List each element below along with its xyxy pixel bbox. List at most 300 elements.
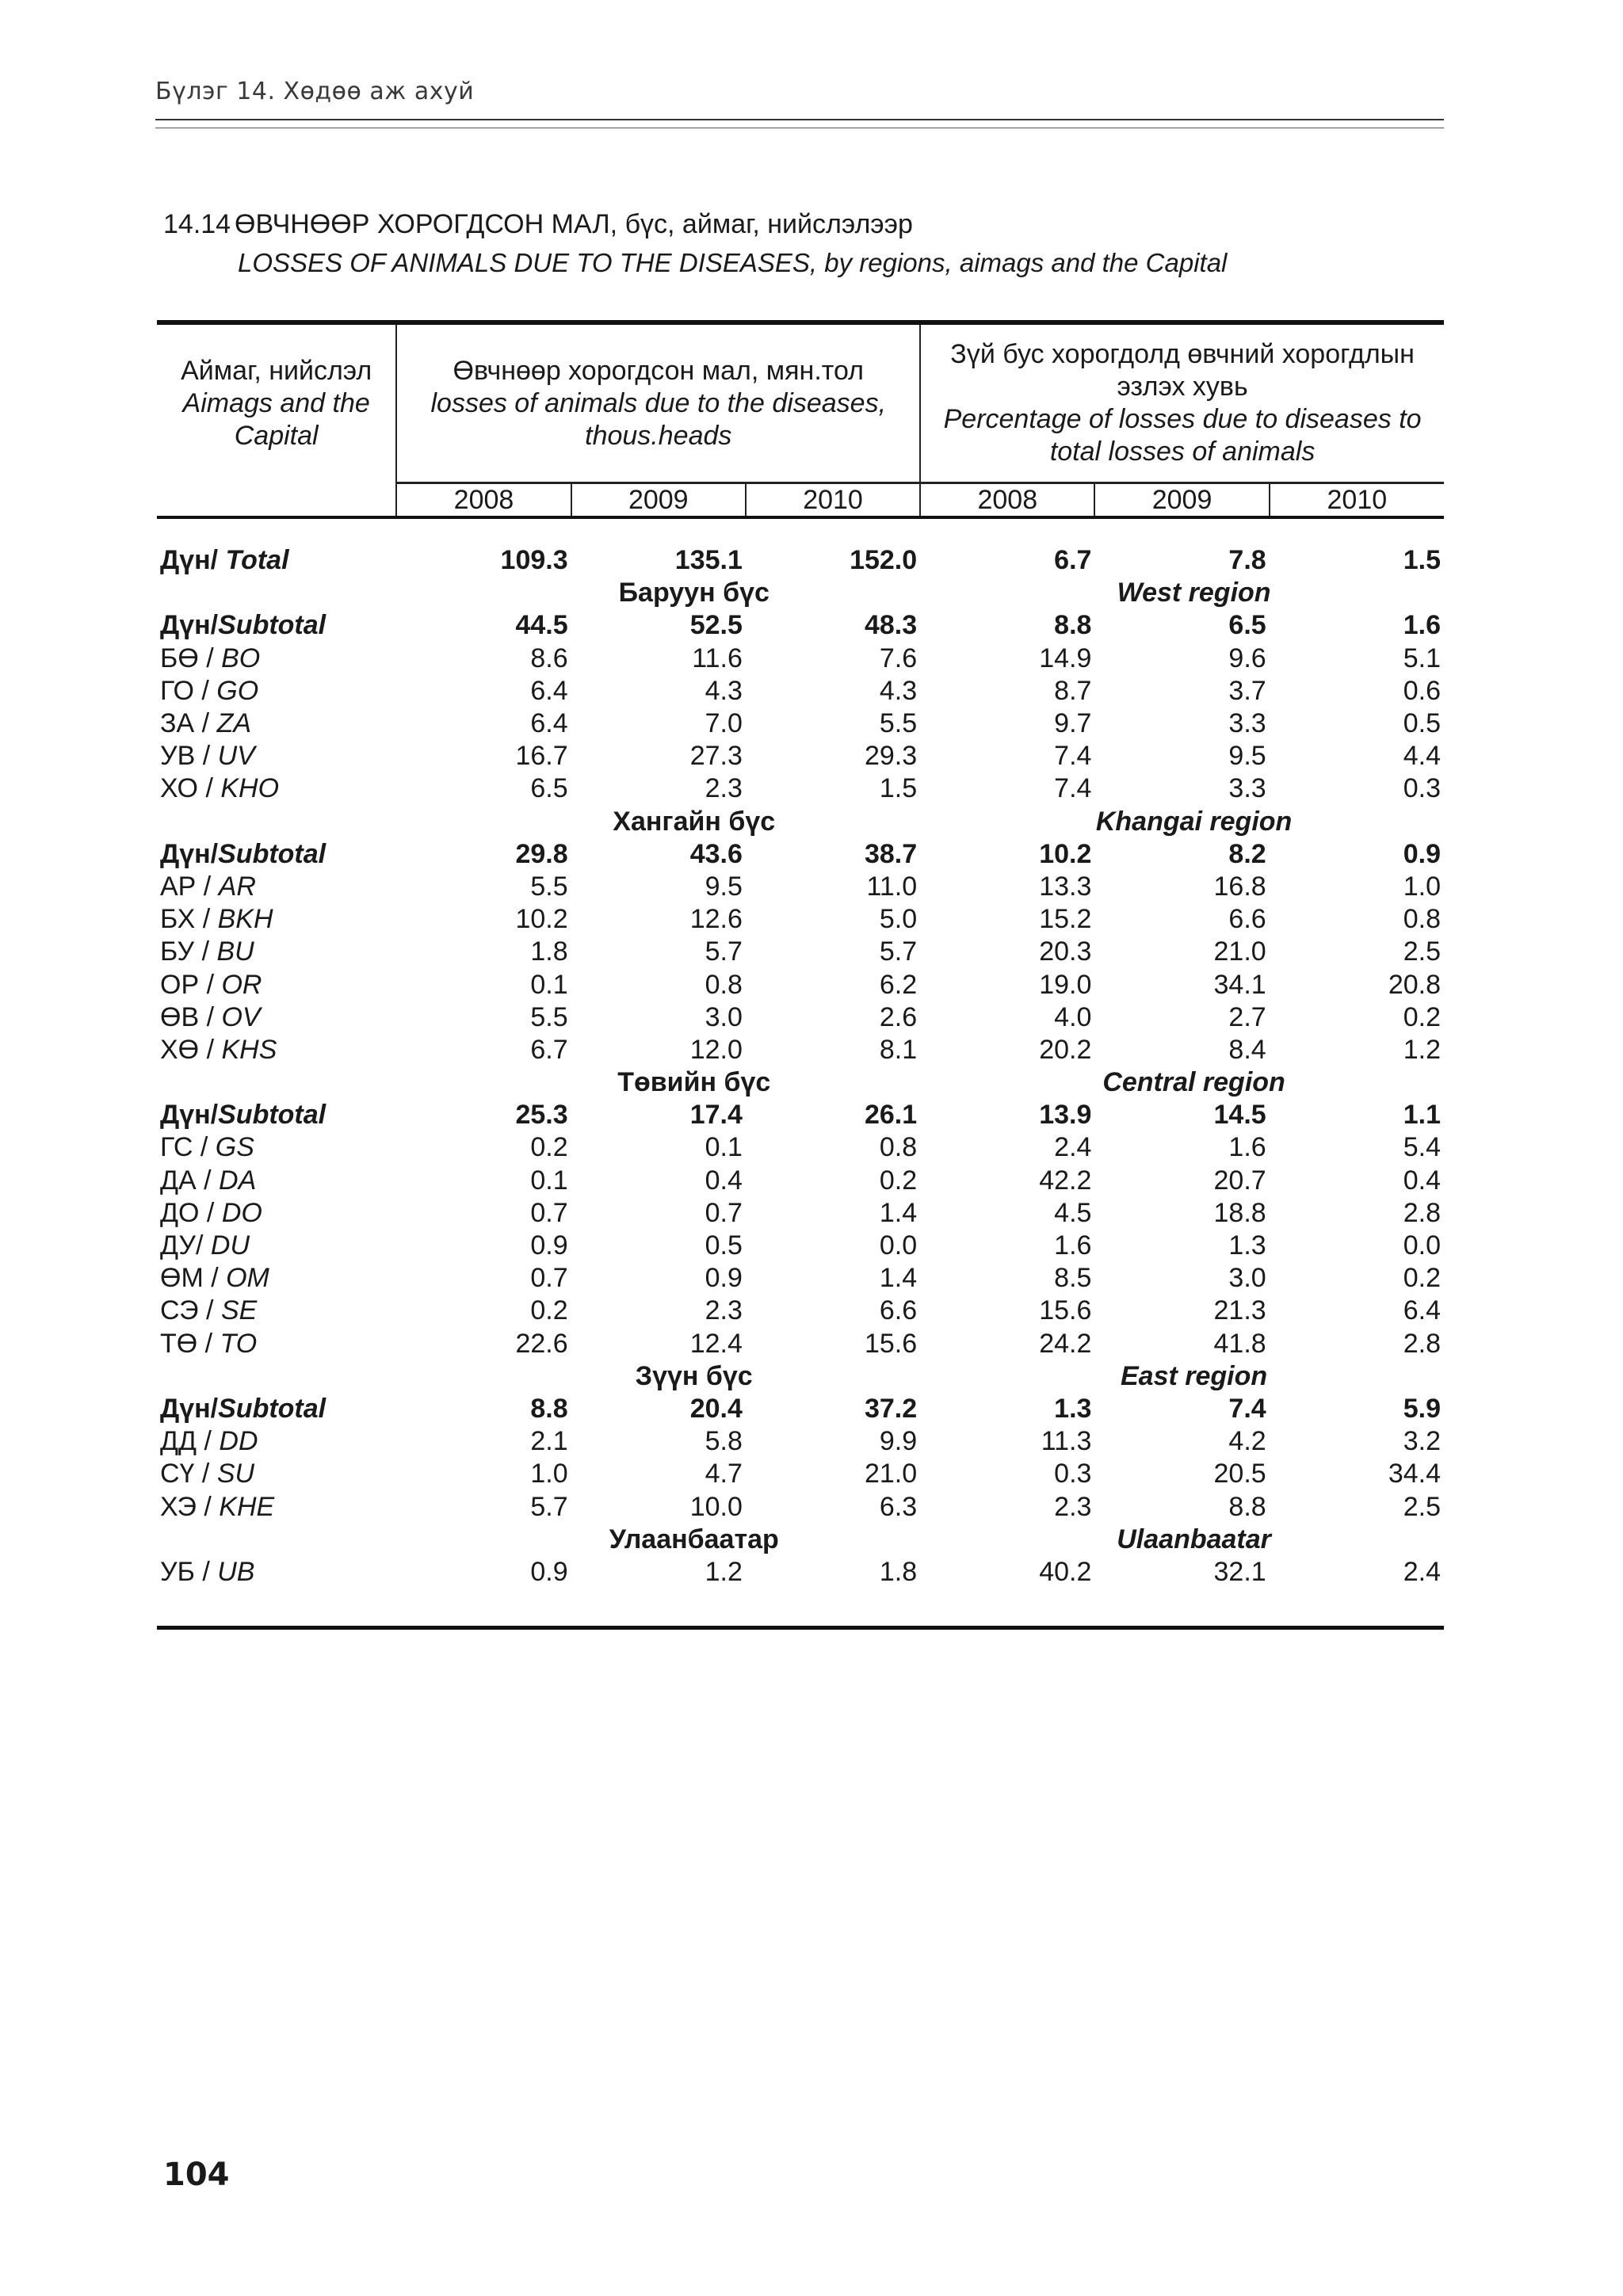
table-cell: 21.0 <box>1213 936 1266 967</box>
table-cell: 6.3 <box>879 1491 918 1522</box>
table-bottom-rule <box>157 1626 1444 1630</box>
table-body <box>157 519 1444 1589</box>
row-label-en: AR <box>218 871 256 902</box>
row-label <box>157 1099 396 1131</box>
table-cell: 2.3 <box>1054 1491 1092 1522</box>
year-header: 2010 <box>746 483 920 518</box>
table-cell: 9.5 <box>705 871 743 902</box>
table-cell: 0.8 <box>879 1132 918 1163</box>
table-cell: 1.6 <box>1228 1132 1266 1163</box>
row-label-en: BU <box>216 936 254 967</box>
table-cell: 7.4 <box>1054 741 1092 772</box>
row-label-mn: АР / <box>160 871 219 902</box>
table-cell: 0.2 <box>530 1132 568 1163</box>
table-cell: 5.7 <box>705 936 743 967</box>
row-label-mn: ОР / <box>160 969 222 1000</box>
col-header-aimag-en: Aimags and the <box>182 388 370 419</box>
table-cell: 5.7 <box>530 1491 568 1522</box>
table-row <box>157 675 1444 707</box>
table-cell: 0.7 <box>530 1263 568 1294</box>
row-label-mn: ГС / <box>160 1132 216 1163</box>
row-label-en: OM <box>226 1263 269 1294</box>
table-cell: 8.7 <box>1054 675 1092 706</box>
row-label <box>157 1328 396 1360</box>
table-cell: 1.0 <box>530 1459 568 1489</box>
table-cell: 20.5 <box>1213 1459 1266 1489</box>
table-cell: 3.3 <box>1228 773 1266 804</box>
region-header-row <box>157 1524 1444 1556</box>
table-row <box>157 936 1444 968</box>
table-cell: 8.4 <box>1228 1034 1266 1065</box>
table-cell: 2.4 <box>1054 1132 1092 1163</box>
table-cell: 48.3 <box>864 610 918 641</box>
col-group-losses-en: losses of animals due to the diseases, <box>430 387 887 418</box>
table-cell: 4.2 <box>1228 1426 1266 1457</box>
table-cell: 1.2 <box>1403 1034 1441 1065</box>
table-cell: 7.4 <box>1054 773 1092 804</box>
table-cell: 10.0 <box>689 1491 743 1522</box>
table-cell: 6.6 <box>879 1295 918 1326</box>
region-name-en: Central region <box>1102 1067 1285 1098</box>
table-cell: 10.2 <box>515 904 568 935</box>
table-cell: 34.1 <box>1213 969 1266 1000</box>
table-cell: 4.3 <box>879 675 918 706</box>
row-label <box>157 838 396 871</box>
year-header: 2009 <box>1094 483 1269 518</box>
row-label-mn: ХӨ / <box>160 1034 222 1065</box>
region-spacer <box>157 1360 396 1393</box>
row-label-mn: БӨ / <box>160 643 222 673</box>
col-group-losses-mn: Өвчнөөр хорогдсон мал, мян.тол <box>453 355 864 386</box>
table-row <box>157 1131 1444 1164</box>
running-head: Бүлэг 14. Хөдөө аж ахуй <box>155 78 475 105</box>
table-cell: 5.8 <box>705 1426 743 1457</box>
row-label <box>157 871 396 903</box>
row-label-en: SE <box>220 1295 258 1326</box>
row-label-en: OV <box>221 1001 261 1032</box>
table-cell: 44.5 <box>515 610 568 641</box>
table-row <box>157 1425 1444 1458</box>
table-cell: 37.2 <box>864 1393 918 1424</box>
row-label <box>157 936 396 968</box>
table-cell: 1.6 <box>1054 1230 1092 1261</box>
row-label-mn: ДО / <box>160 1197 222 1228</box>
table-cell: 4.5 <box>1054 1197 1092 1228</box>
table-row <box>157 1165 1444 1197</box>
table-cell: 8.8 <box>530 1393 568 1424</box>
year-header-blank <box>157 483 396 518</box>
table-row <box>157 772 1444 805</box>
year-header: 2009 <box>571 483 746 518</box>
row-label <box>157 1165 396 1197</box>
table-cell: 1.3 <box>1228 1230 1266 1261</box>
row-label <box>157 1490 396 1523</box>
table-cell: 24.2 <box>1039 1328 1092 1359</box>
table-row <box>157 1328 1444 1360</box>
table-cell: 0.5 <box>1403 708 1441 739</box>
row-label-mn: ХЭ / <box>160 1491 220 1522</box>
row-label-mn: Дүн/ <box>160 838 219 869</box>
table-cell: 2.1 <box>530 1426 568 1457</box>
table-cell: 2.5 <box>1403 1491 1441 1522</box>
table-row <box>157 871 1444 903</box>
row-label-mn: СҮ / <box>160 1459 217 1489</box>
table-cell: 5.0 <box>879 904 918 935</box>
table-cell: 15.2 <box>1039 904 1092 935</box>
row-label-mn: Дүн/ <box>160 1393 219 1424</box>
row-label-en: KHO <box>220 773 280 804</box>
table-cell: 0.2 <box>530 1295 568 1326</box>
table-cell: 0.1 <box>705 1132 743 1163</box>
table-cell: 1.2 <box>705 1556 743 1587</box>
row-label <box>157 1458 396 1490</box>
table-row <box>157 968 1444 1001</box>
table-cell: 0.7 <box>530 1197 568 1228</box>
table-cell: 41.8 <box>1213 1328 1266 1359</box>
table-cell: 3.3 <box>1228 708 1266 739</box>
table-cell: 29.8 <box>515 838 568 869</box>
table-cell: 0.4 <box>1403 1165 1441 1196</box>
table-cell: 0.8 <box>1403 904 1441 935</box>
region-name-mn: Улаанбаатар <box>609 1524 779 1554</box>
row-label-en: Subtotal <box>218 1100 327 1131</box>
row-label-mn: БУ / <box>160 936 217 967</box>
table-cell: 16.8 <box>1213 871 1266 902</box>
row-label-mn: ДА / <box>160 1165 220 1196</box>
table-cell: 20.2 <box>1039 1034 1092 1065</box>
row-label <box>157 1393 396 1425</box>
row-label <box>157 707 396 740</box>
table-cell: 1.4 <box>879 1197 918 1228</box>
row-label <box>157 1425 396 1458</box>
row-label-mn: ДД / <box>160 1426 220 1457</box>
table-cell: 29.3 <box>864 741 918 772</box>
row-label-mn: ХО / <box>160 773 221 804</box>
year-header: 2010 <box>1270 483 1444 518</box>
table-cell: 0.6 <box>1403 675 1441 706</box>
row-label <box>157 1131 396 1164</box>
col-group-losses <box>396 325 920 483</box>
subtotal-row <box>157 838 1444 871</box>
col-group-losses-unit: thous.heads <box>585 420 732 451</box>
table-cell: 1.5 <box>879 773 918 804</box>
region-name-en: West region <box>1117 578 1271 608</box>
total-row <box>157 544 1444 577</box>
table-cell: 13.9 <box>1039 1100 1092 1131</box>
row-label <box>157 1262 396 1295</box>
table-title-en: LOSSES OF ANIMALS DUE TO THE DISEASES, by regions, aimags and the Capital <box>238 248 1228 277</box>
row-label-mn: ДУ/ <box>160 1230 211 1261</box>
table-cell: 152.0 <box>850 545 918 576</box>
table-cell: 5.9 <box>1403 1393 1441 1424</box>
table-cell: 3.0 <box>1228 1263 1266 1294</box>
table-cell: 4.7 <box>705 1459 743 1489</box>
table-cell: 3.0 <box>705 1001 743 1032</box>
table-cell: 0.2 <box>879 1165 918 1196</box>
table-cell: 6.4 <box>530 675 568 706</box>
table-cell: 9.6 <box>1228 643 1266 673</box>
table-cell: 0.3 <box>1403 773 1441 804</box>
table-cell: 15.6 <box>864 1328 918 1359</box>
table-cell: 5.5 <box>530 871 568 902</box>
row-label-mn: Дүн/ <box>160 545 226 576</box>
table-cell: 8.2 <box>1228 838 1266 869</box>
table-cell: 0.1 <box>530 1165 568 1196</box>
table-cell: 6.5 <box>1228 610 1266 641</box>
table-cell: 42.2 <box>1039 1165 1092 1196</box>
region-name-en: Khangai region <box>1095 806 1293 837</box>
table-cell: 8.8 <box>1228 1491 1266 1522</box>
table-row <box>157 1556 1444 1589</box>
table-header <box>157 322 1444 519</box>
region-spacer <box>157 577 396 609</box>
table-cell: 17.4 <box>689 1100 743 1131</box>
table-cell: 8.8 <box>1054 610 1092 641</box>
row-label-en: Subtotal <box>218 1393 327 1424</box>
table-cell: 25.3 <box>515 1100 568 1131</box>
year-header: 2008 <box>396 483 571 518</box>
table-cell: 14.5 <box>1213 1100 1266 1131</box>
table-cell: 18.8 <box>1213 1197 1266 1228</box>
row-label-mn: ӨВ / <box>160 1001 222 1032</box>
losses-table <box>157 320 1444 1589</box>
table-row <box>157 1295 1444 1327</box>
table-cell: 40.2 <box>1039 1556 1092 1587</box>
row-label-en: OR <box>221 969 262 1000</box>
table-cell: 21.3 <box>1213 1295 1266 1326</box>
table-cell: 13.3 <box>1039 871 1092 902</box>
page-number: 104 <box>163 2157 230 2193</box>
table-cell: 3.2 <box>1403 1426 1441 1457</box>
row-label <box>157 1556 396 1589</box>
row-label-mn: УБ / <box>160 1556 218 1587</box>
table-cell: 27.3 <box>689 741 743 772</box>
table-row <box>157 707 1444 740</box>
row-label-mn: ЗА / <box>160 708 217 739</box>
row-label <box>157 1197 396 1230</box>
table-number: 14.14 <box>163 209 231 239</box>
table-cell: 2.8 <box>1403 1328 1441 1359</box>
region-name-mn: Баруун бүс <box>618 578 769 608</box>
table-cell: 16.7 <box>515 741 568 772</box>
col-group-percentage-mn-2: эзлэх хувь <box>1117 372 1248 402</box>
row-label-en: DO <box>221 1197 262 1228</box>
table-cell: 5.4 <box>1403 1132 1441 1163</box>
row-label <box>157 1295 396 1327</box>
table-cell: 4.0 <box>1054 1001 1092 1032</box>
region-name-en: Ulaanbaatar <box>1117 1524 1271 1554</box>
table-cell: 20.3 <box>1039 936 1092 967</box>
table-cell: 0.0 <box>879 1230 918 1261</box>
row-label-en: Total <box>225 545 289 576</box>
header-rule <box>155 119 1444 120</box>
table-cell: 2.4 <box>1403 1556 1441 1587</box>
row-label-en: UB <box>217 1556 255 1587</box>
row-label <box>157 675 396 707</box>
table-row <box>157 1458 1444 1490</box>
table-cell: 5.1 <box>1403 643 1441 673</box>
table-cell: 11.6 <box>692 643 743 673</box>
table-cell: 0.1 <box>530 969 568 1000</box>
table-row <box>157 1230 1444 1262</box>
table-title-mn: ӨВЧНӨӨР ХОРОГДСОН МАЛ, бүс, аймаг, нийслэлээр <box>235 209 913 239</box>
table-cell: 0.3 <box>1054 1459 1092 1489</box>
table-cell: 10.2 <box>1039 838 1092 869</box>
table-cell: 1.1 <box>1403 1100 1441 1131</box>
row-label-en: GO <box>216 675 259 706</box>
table-cell: 26.1 <box>864 1100 918 1131</box>
row-label-en: TO <box>220 1328 258 1359</box>
table-cell: 2.8 <box>1403 1197 1441 1228</box>
row-label <box>157 772 396 805</box>
table-cell: 0.4 <box>705 1165 743 1196</box>
row-label <box>157 1034 396 1066</box>
row-label-en: ZA <box>216 708 252 739</box>
table-cell: 6.6 <box>1228 904 1266 935</box>
col-group-percentage <box>920 325 1444 483</box>
row-label-en: DU <box>210 1230 250 1261</box>
region-spacer <box>157 806 396 838</box>
table-cell: 6.7 <box>1054 545 1092 576</box>
subtotal-row <box>157 609 1444 642</box>
row-label <box>157 740 396 772</box>
row-label-en: BKH <box>217 904 273 935</box>
table-cell: 8.1 <box>879 1034 918 1065</box>
table-cell: 7.4 <box>1228 1393 1266 1424</box>
table-cell: 7.8 <box>1228 545 1266 576</box>
subtotal-row <box>157 1393 1444 1425</box>
row-label-en: GS <box>215 1132 254 1163</box>
region-spacer <box>157 1066 396 1099</box>
table-row <box>157 643 1444 675</box>
col-header-aimag-en-2: Capital <box>234 421 319 452</box>
table-row <box>157 1262 1444 1295</box>
table-cell: 5.5 <box>530 1001 568 1032</box>
row-label-mn: ӨМ / <box>160 1263 227 1294</box>
table-cell: 1.8 <box>879 1556 918 1587</box>
table-cell: 0.8 <box>705 969 743 1000</box>
table-cell: 52.5 <box>689 610 743 641</box>
table-cell: 43.6 <box>689 838 743 869</box>
table-cell: 4.4 <box>1403 741 1441 772</box>
table-cell: 11.0 <box>866 871 918 902</box>
subtotal-row <box>157 1099 1444 1131</box>
row-label <box>157 1230 396 1262</box>
table-cell: 0.2 <box>1403 1263 1441 1294</box>
table-cell: 0.5 <box>705 1230 743 1261</box>
table-cell: 2.3 <box>705 1295 743 1326</box>
row-label-en: BO <box>221 643 261 673</box>
table-cell: 20.4 <box>689 1393 743 1424</box>
row-label-en: Subtotal <box>218 610 327 641</box>
table-cell: 4.3 <box>705 675 743 706</box>
row-label <box>157 1001 396 1034</box>
region-name-mn: Төвийн бүс <box>617 1067 771 1098</box>
table-cell: 7.0 <box>705 708 743 739</box>
region-header-row <box>157 577 1444 609</box>
table-cell: 0.9 <box>530 1230 568 1261</box>
row-label-mn: Дүн/ <box>160 610 219 641</box>
table-row <box>157 903 1444 936</box>
table-row <box>157 740 1444 772</box>
table-cell: 1.8 <box>530 936 568 967</box>
table-cell: 0.9 <box>530 1556 568 1587</box>
table-cell: 15.6 <box>1039 1295 1092 1326</box>
year-header: 2008 <box>920 483 1094 518</box>
table-cell: 1.0 <box>1403 871 1441 902</box>
table-title <box>163 209 913 240</box>
col-group-percentage-en: Percentage of losses due to diseases to <box>943 404 1422 434</box>
table-row <box>157 1034 1444 1066</box>
col-group-percentage-en-2: total losses of animals <box>1049 437 1316 467</box>
table-cell: 7.6 <box>879 643 918 673</box>
table-cell: 8.6 <box>530 643 568 673</box>
table-cell: 0.7 <box>705 1197 743 1228</box>
table-cell: 9.9 <box>879 1426 918 1457</box>
table-cell: 1.5 <box>1403 545 1441 576</box>
table-cell: 2.5 <box>1403 936 1441 967</box>
col-header-aimag <box>157 325 396 483</box>
table-cell: 6.7 <box>530 1034 568 1065</box>
region-spacer <box>157 1524 396 1556</box>
row-label-en: DD <box>219 1426 258 1457</box>
table-cell: 5.5 <box>879 708 918 739</box>
region-header-row <box>157 806 1444 838</box>
col-header-aimag-mn: Аймаг, нийслэл <box>181 356 372 387</box>
table-cell: 6.4 <box>530 708 568 739</box>
row-label-mn: ТӨ / <box>160 1328 220 1359</box>
table-cell: 0.0 <box>1403 1230 1441 1261</box>
table-cell: 135.1 <box>674 545 743 576</box>
region-name-en: East region <box>1120 1360 1268 1391</box>
table-cell: 22.6 <box>515 1328 568 1359</box>
table-cell: 11.3 <box>1041 1426 1092 1457</box>
region-header-row <box>157 1360 1444 1393</box>
table-cell: 12.0 <box>689 1034 743 1065</box>
table-cell: 20.7 <box>1213 1165 1266 1196</box>
table-cell: 1.6 <box>1403 610 1441 641</box>
region-name-mn: Хангайн бүс <box>613 806 776 837</box>
row-label-en: DA <box>219 1165 257 1196</box>
table-cell: 12.4 <box>689 1328 743 1359</box>
row-label-en: SU <box>216 1459 255 1489</box>
table-cell: 14.9 <box>1039 643 1092 673</box>
row-label-en: Subtotal <box>218 838 327 869</box>
row-label-mn: УВ / <box>160 741 218 772</box>
row-label <box>157 544 396 577</box>
table-row <box>157 1001 1444 1034</box>
table-cell: 21.0 <box>864 1459 918 1489</box>
row-label-mn: Дүн/ <box>160 1100 219 1131</box>
table-cell: 2.6 <box>879 1001 918 1032</box>
table-cell: 1.4 <box>879 1263 918 1294</box>
table-cell: 6.4 <box>1403 1295 1441 1326</box>
table-cell: 5.7 <box>879 936 918 967</box>
table-cell: 38.7 <box>864 838 918 869</box>
region-header-row <box>157 1066 1444 1099</box>
table-cell: 12.6 <box>689 904 743 935</box>
table-row <box>157 1197 1444 1230</box>
table-cell: 6.5 <box>530 773 568 804</box>
table-cell: 1.3 <box>1054 1393 1092 1424</box>
row-label-mn: БХ / <box>160 904 218 935</box>
table-row <box>157 1490 1444 1523</box>
row-label <box>157 643 396 675</box>
table-cell: 20.8 <box>1388 969 1441 1000</box>
col-group-percentage-mn: Зүй бус хорогдолд өвчний хорогдлын <box>950 339 1415 369</box>
table-cell: 0.2 <box>1403 1001 1441 1032</box>
table-cell: 8.5 <box>1054 1263 1092 1294</box>
